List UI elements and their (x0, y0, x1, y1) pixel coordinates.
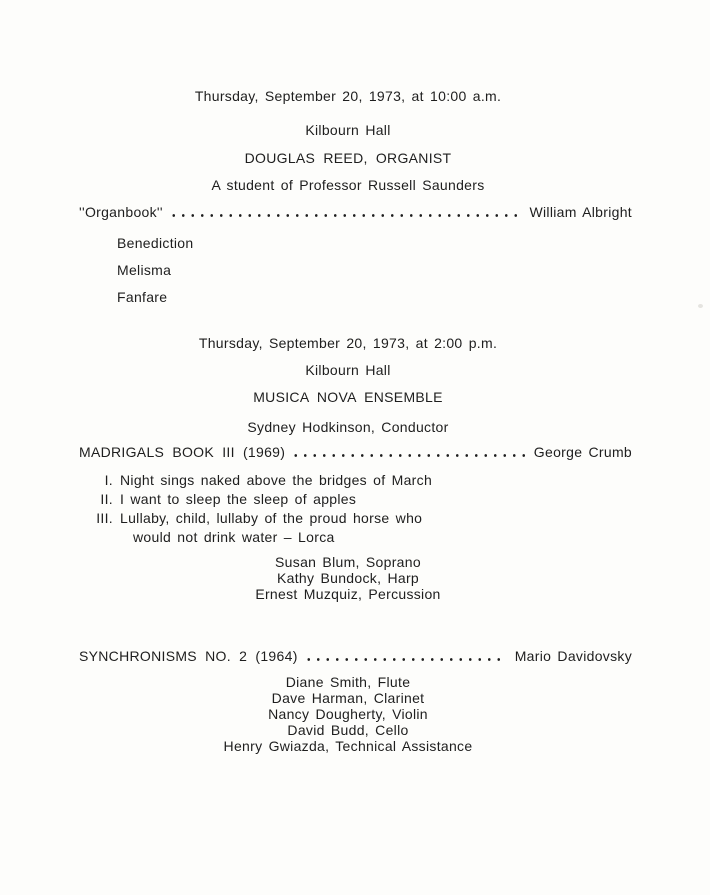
movement-text: I want to sleep the sleep of apples (120, 491, 357, 507)
performer-line: Nancy Dougherty, Violin (268, 706, 428, 722)
event2-subtitle: Sydney Hodkinson, Conductor (247, 419, 449, 435)
event2-venue: Kilbourn Hall (305, 362, 391, 378)
synchronisms-performers (0, 674, 696, 754)
madrigals-movements (93, 471, 432, 547)
work-organbook (79, 203, 632, 221)
work-synchronisms-composer: Mario Davidovsky (514, 648, 632, 664)
work-synchronisms-title: SYNCHRONISMS NO. 2 (1964) (79, 648, 298, 664)
movement-item: Fanfare (117, 289, 168, 305)
movement-numeral: III. (96, 510, 113, 526)
performer-line: Susan Blum, Soprano (275, 554, 421, 570)
event1-date-line: Thursday, September 20, 1973, at 10:00 a.m. (194, 88, 502, 104)
performer-line: Ernest Muzquiz, Percussion (255, 586, 441, 602)
event1-venue: Kilbourn Hall (305, 122, 391, 138)
performer-line: Dave Harman, Clarinet (271, 690, 425, 706)
performer-line: Henry Gwiazda, Technical Assistance (223, 738, 473, 754)
performer-line: Kathy Bundock, Harp (277, 570, 419, 586)
madrigals-performers (0, 554, 696, 602)
work-synchronisms (79, 647, 632, 665)
work-madrigals-composer: George Crumb (533, 444, 632, 460)
event2-headliner: MUSICA NOVA ENSEMBLE (253, 389, 443, 405)
movement-text: would not drink water – Lorca (133, 529, 335, 545)
movement-item: Benediction (117, 235, 194, 251)
movement-text: Lullaby, child, lullaby of the proud horse who (120, 510, 423, 526)
performer-line: Diane Smith, Flute (285, 674, 411, 690)
work-organbook-composer: William Albright (529, 204, 632, 220)
movement-numeral: I. (104, 472, 113, 488)
movement-text: Night sings naked above the bridges of March (120, 472, 433, 488)
dot-leader (291, 453, 526, 458)
work-organbook-title: ''Organbook'' (79, 204, 163, 220)
movement-row (93, 509, 432, 528)
movement-item: Melisma (117, 262, 172, 278)
movement-row (93, 471, 432, 490)
movement-numeral: II. (100, 491, 113, 507)
work-madrigals (79, 443, 632, 461)
dot-leader (304, 657, 507, 662)
dot-leader (169, 213, 522, 218)
work-madrigals-title: MADRIGALS BOOK III (1969) (79, 444, 286, 460)
event2-date-line: Thursday, September 20, 1973, at 2:00 p.m. (198, 335, 498, 351)
movement-row-continuation (93, 528, 432, 547)
movement-row (93, 490, 432, 509)
scan-speck (698, 304, 703, 308)
event1-headliner: DOUGLAS REED, ORGANIST (244, 150, 452, 166)
performer-line: David Budd, Cello (287, 722, 409, 738)
event1-subtitle: A student of Professor Russell Saunders (211, 177, 485, 193)
